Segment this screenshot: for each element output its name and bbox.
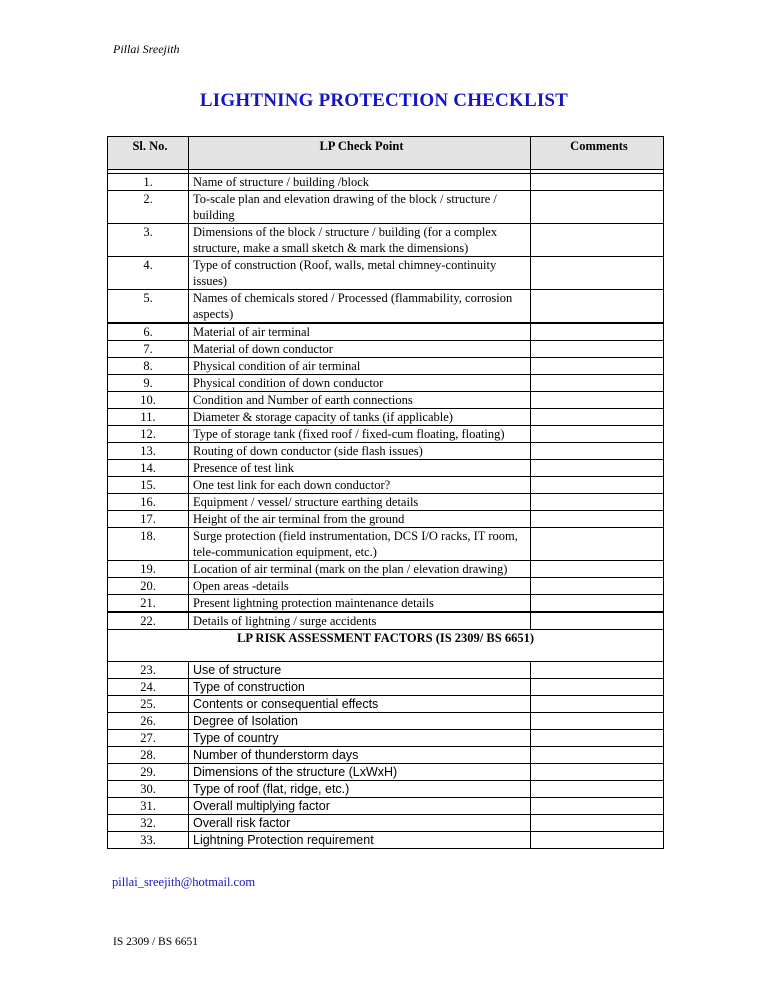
row-check-point: Height of the air terminal from the ground: [189, 511, 531, 528]
row-comments-cell[interactable]: [531, 730, 664, 747]
row-number: 20.: [108, 578, 189, 595]
row-number: 14.: [108, 460, 189, 477]
col-header-check-point: LP Check Point: [189, 137, 531, 170]
row-number: 32.: [108, 815, 189, 832]
row-number: 25.: [108, 696, 189, 713]
footer-text: IS 2309 / BS 6651: [113, 936, 198, 948]
row-comments-cell[interactable]: [531, 662, 664, 679]
row-check-point: Equipment / vessel/ structure earthing details: [189, 494, 531, 511]
section-title: LP RISK ASSESSMENT FACTORS (IS 2309/ BS 6651): [108, 630, 664, 662]
row-comments-cell[interactable]: [531, 392, 664, 409]
row-number: 7.: [108, 341, 189, 358]
row-comments-cell[interactable]: [531, 561, 664, 578]
row-check-point: Type of country: [189, 730, 531, 747]
row-comments-cell[interactable]: [531, 696, 664, 713]
table-row: [108, 358, 664, 375]
row-number: 4.: [108, 257, 189, 290]
row-number: 15.: [108, 477, 189, 494]
table-row: [108, 764, 664, 781]
table-row: [108, 713, 664, 730]
table-row: [108, 494, 664, 511]
row-check-point: Overall multiplying factor: [189, 798, 531, 815]
row-check-point: Diameter & storage capacity of tanks (if applicable): [189, 409, 531, 426]
row-number: 18.: [108, 528, 189, 561]
row-number: 6.: [108, 323, 189, 341]
table-row: [108, 323, 664, 341]
row-check-point: Material of air terminal: [189, 323, 531, 341]
row-check-point: Degree of Isolation: [189, 713, 531, 730]
row-comments-cell[interactable]: [531, 494, 664, 511]
row-comments-cell[interactable]: [531, 528, 664, 561]
table-row: [108, 747, 664, 764]
row-number: 5.: [108, 290, 189, 324]
row-check-point: Name of structure / building /block: [189, 174, 531, 191]
row-number: 21.: [108, 595, 189, 613]
row-check-point: Details of lightning / surge accidents: [189, 612, 531, 630]
row-number: 19.: [108, 561, 189, 578]
checklist-table: [107, 136, 664, 849]
col-header-sl-no: Sl. No.: [108, 137, 189, 170]
row-number: 27.: [108, 730, 189, 747]
table-row: [108, 290, 664, 324]
row-comments-cell[interactable]: [531, 832, 664, 849]
row-comments-cell[interactable]: [531, 323, 664, 341]
table-row: [108, 409, 664, 426]
row-check-point: Contents or consequential effects: [189, 696, 531, 713]
row-number: 12.: [108, 426, 189, 443]
row-check-point: Dimensions of the structure (LxWxH): [189, 764, 531, 781]
row-number: 33.: [108, 832, 189, 849]
row-check-point: Type of construction (Roof, walls, metal chimney-continuity issues): [189, 257, 531, 290]
row-number: 1.: [108, 174, 189, 191]
row-number: 9.: [108, 375, 189, 392]
row-comments-cell[interactable]: [531, 409, 664, 426]
header-author: Pillai Sreejith: [113, 42, 180, 56]
row-comments-cell[interactable]: [531, 257, 664, 290]
row-comments-cell[interactable]: [531, 747, 664, 764]
table-row: [108, 578, 664, 595]
row-check-point: Material of down conductor: [189, 341, 531, 358]
table-row: [108, 477, 664, 494]
row-comments-cell[interactable]: [531, 798, 664, 815]
table-row: [108, 595, 664, 613]
row-check-point: Type of construction: [189, 679, 531, 696]
table-row: [108, 511, 664, 528]
row-comments-cell[interactable]: [531, 578, 664, 595]
row-check-point: Condition and Number of earth connections: [189, 392, 531, 409]
row-comments-cell[interactable]: [531, 679, 664, 696]
row-number: 2.: [108, 191, 189, 224]
row-comments-cell[interactable]: [531, 511, 664, 528]
row-comments-cell[interactable]: [531, 595, 664, 613]
row-check-point: Dimensions of the block / structure / building (for a complex structure, make a small sketch & mark the dimensions): [189, 224, 531, 257]
row-comments-cell[interactable]: [531, 612, 664, 630]
row-comments-cell[interactable]: [531, 477, 664, 494]
row-check-point: Routing of down conductor (side flash issues): [189, 443, 531, 460]
table-row: [108, 662, 664, 679]
row-comments-cell[interactable]: [531, 290, 664, 324]
page-title: LIGHTNING PROTECTION CHECKLIST: [199, 90, 569, 111]
table-row: [108, 561, 664, 578]
table-row: [108, 392, 664, 409]
row-number: 26.: [108, 713, 189, 730]
table-row: [108, 341, 664, 358]
row-comments-cell[interactable]: [531, 224, 664, 257]
table-row: [108, 730, 664, 747]
row-comments-cell[interactable]: [531, 341, 664, 358]
row-number: 31.: [108, 798, 189, 815]
row-check-point: One test link for each down conductor?: [189, 477, 531, 494]
row-check-point: To-scale plan and elevation drawing of the block / structure / building: [189, 191, 531, 224]
row-comments-cell[interactable]: [531, 191, 664, 224]
table-row: [108, 612, 664, 630]
row-number: 29.: [108, 764, 189, 781]
row-check-point: Open areas -details: [189, 578, 531, 595]
row-check-point: Use of structure: [189, 662, 531, 679]
table-header-row: [108, 137, 664, 170]
table-row: [108, 798, 664, 815]
row-number: 10.: [108, 392, 189, 409]
row-check-point: Lightning Protection requirement: [189, 832, 531, 849]
row-comments-cell[interactable]: [531, 174, 664, 191]
row-number: 23.: [108, 662, 189, 679]
row-comments-cell[interactable]: [531, 443, 664, 460]
table-row: [108, 426, 664, 443]
row-check-point: Number of thunderstorm days: [189, 747, 531, 764]
row-comments-cell[interactable]: [531, 375, 664, 392]
row-comments-cell[interactable]: [531, 460, 664, 477]
row-check-point: Physical condition of down conductor: [189, 375, 531, 392]
row-check-point: Physical condition of air terminal: [189, 358, 531, 375]
table-row: [108, 679, 664, 696]
row-comments-cell[interactable]: [531, 781, 664, 798]
email-link[interactable]: pillai_sreejith@hotmail.com: [112, 875, 256, 889]
row-check-point: Presence of test link: [189, 460, 531, 477]
row-comments-cell[interactable]: [531, 358, 664, 375]
row-number: 24.: [108, 679, 189, 696]
row-check-point: Overall risk factor: [189, 815, 531, 832]
row-number: 3.: [108, 224, 189, 257]
row-comments-cell[interactable]: [531, 815, 664, 832]
table-row: [108, 528, 664, 561]
row-check-point: Surge protection (field instrumentation, DCS I/O racks, IT room, tele-communication equipment, etc.): [189, 528, 531, 561]
row-check-point: Location of air terminal (mark on the plan / elevation drawing): [189, 561, 531, 578]
table-row: [108, 191, 664, 224]
table-row: [108, 815, 664, 832]
row-number: 28.: [108, 747, 189, 764]
row-number: 30.: [108, 781, 189, 798]
table-row: [108, 696, 664, 713]
row-number: 16.: [108, 494, 189, 511]
table-row: [108, 375, 664, 392]
row-comments-cell[interactable]: [531, 426, 664, 443]
row-comments-cell[interactable]: [531, 764, 664, 781]
row-comments-cell[interactable]: [531, 713, 664, 730]
row-check-point: Type of storage tank (fixed roof / fixed-cum floating, floating): [189, 426, 531, 443]
table-row: [108, 443, 664, 460]
table-row: [108, 257, 664, 290]
table-row: [108, 781, 664, 798]
row-number: 13.: [108, 443, 189, 460]
col-header-comments: Comments: [531, 137, 664, 170]
table-row: [108, 224, 664, 257]
row-check-point: Present lightning protection maintenance details: [189, 595, 531, 613]
table-row: [108, 832, 664, 849]
row-number: 8.: [108, 358, 189, 375]
checklist-body: [108, 170, 664, 849]
table-row: [108, 174, 664, 191]
row-check-point: Names of chemicals stored / Processed (flammability, corrosion aspects): [189, 290, 531, 324]
table-row: [108, 460, 664, 477]
section-row: [108, 630, 664, 662]
row-number: 11.: [108, 409, 189, 426]
row-check-point: Type of roof (flat, ridge, etc.): [189, 781, 531, 798]
row-number: 17.: [108, 511, 189, 528]
row-number: 22.: [108, 612, 189, 630]
